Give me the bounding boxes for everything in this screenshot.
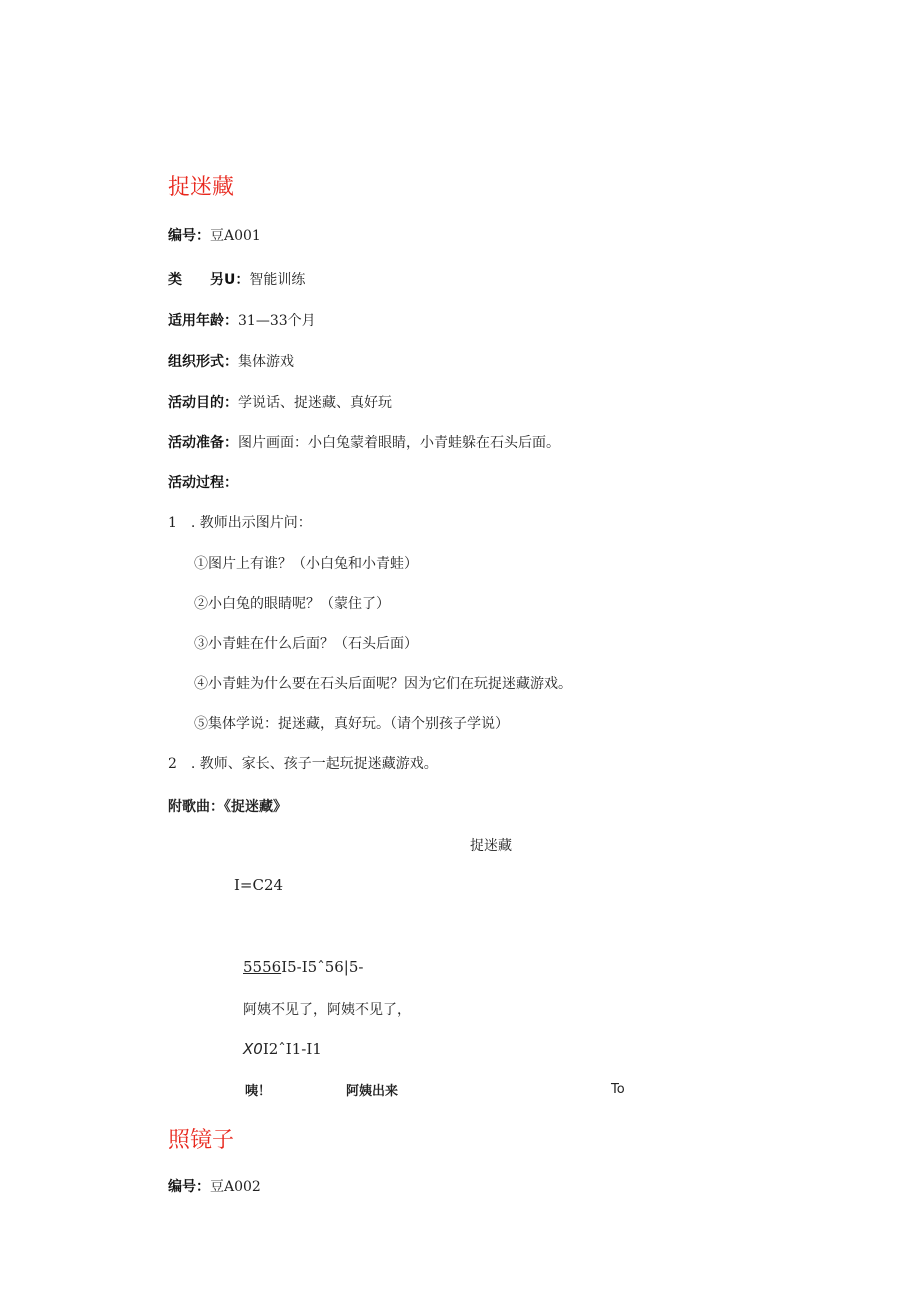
field-purpose-value: 学说话、捉迷藏、真好玩: [238, 395, 392, 411]
notation-underlined-notes: 5556: [243, 958, 282, 976]
field-purpose: [168, 393, 392, 413]
field-number-2-label: 编号：: [168, 1179, 210, 1195]
song-lyrics-2b: 阿姨出来: [346, 1084, 399, 1099]
field-category-value: 智能训练: [249, 272, 306, 288]
field-process: [168, 473, 238, 493]
song-notation-line-2: [243, 1039, 322, 1059]
field-age: [168, 311, 316, 331]
song-key: I=C24: [234, 876, 284, 894]
field-organization: [168, 352, 294, 372]
question-5: ⑤集体学说：捉迷藏，真好玩。（请个别孩子学说）: [194, 716, 509, 732]
field-process-label: 活动过程：: [168, 475, 238, 491]
field-category-label: 类 另U：: [168, 272, 250, 288]
song-lyrics-2a: 咦！: [245, 1084, 272, 1099]
field-preparation: [168, 433, 560, 453]
section-title-hide-and-seek: 捉迷藏: [168, 175, 235, 200]
question-1: ①图片上有谁？（小白兔和小青蛙）: [194, 556, 418, 572]
song-title: 捉迷藏: [470, 838, 512, 854]
field-organization-label: 组织形式：: [168, 354, 238, 370]
field-age-value: 31—33个月: [238, 313, 316, 329]
song-lyrics-2c: To: [611, 1082, 625, 1097]
field-category: [168, 270, 305, 290]
section-title-mirror: 照镜子: [168, 1128, 235, 1153]
question-3: ③小青蛙在什么后面？（石头后面）: [194, 636, 418, 652]
notation-rest: I5-I5ˆ56|5-: [281, 958, 364, 976]
field-age-label: 适用年龄：: [168, 313, 238, 329]
field-organization-value: 集体游戏: [238, 354, 294, 370]
field-number-2: [168, 1177, 261, 1197]
question-2: ②小白兔的眼睛呢？（蒙住了）: [194, 596, 390, 612]
field-purpose-label: 活动目的：: [168, 395, 238, 411]
field-number-value: 豆A001: [210, 228, 261, 244]
notation-rest-2: I2ˆI1-I1: [262, 1040, 322, 1058]
song-label: 附歌曲：《捉迷藏》: [168, 799, 287, 815]
field-number-label: 编号：: [168, 228, 210, 244]
song-lyrics-line-1: 阿姨不见了，阿姨不见了，: [243, 1002, 411, 1018]
field-preparation-value: 图片画面：小白兔蒙着眼睛，小青蛙躲在石头后面。: [238, 435, 560, 451]
song-notation-line-1: [243, 957, 363, 977]
question-4: ④小青蛙为什么要在石头后面呢？因为它们在玩捉迷藏游戏。: [194, 676, 572, 692]
step-2: 2 . 教师、家长、孩子一起玩捉迷藏游戏。: [168, 756, 438, 772]
field-preparation-label: 活动准备：: [168, 435, 238, 451]
step-1: 1 . 教师出示图片问：: [168, 515, 312, 531]
field-number-2-value: 豆A002: [210, 1179, 261, 1195]
notation-italic-notes: X0: [243, 1040, 263, 1058]
field-number: [168, 226, 261, 246]
